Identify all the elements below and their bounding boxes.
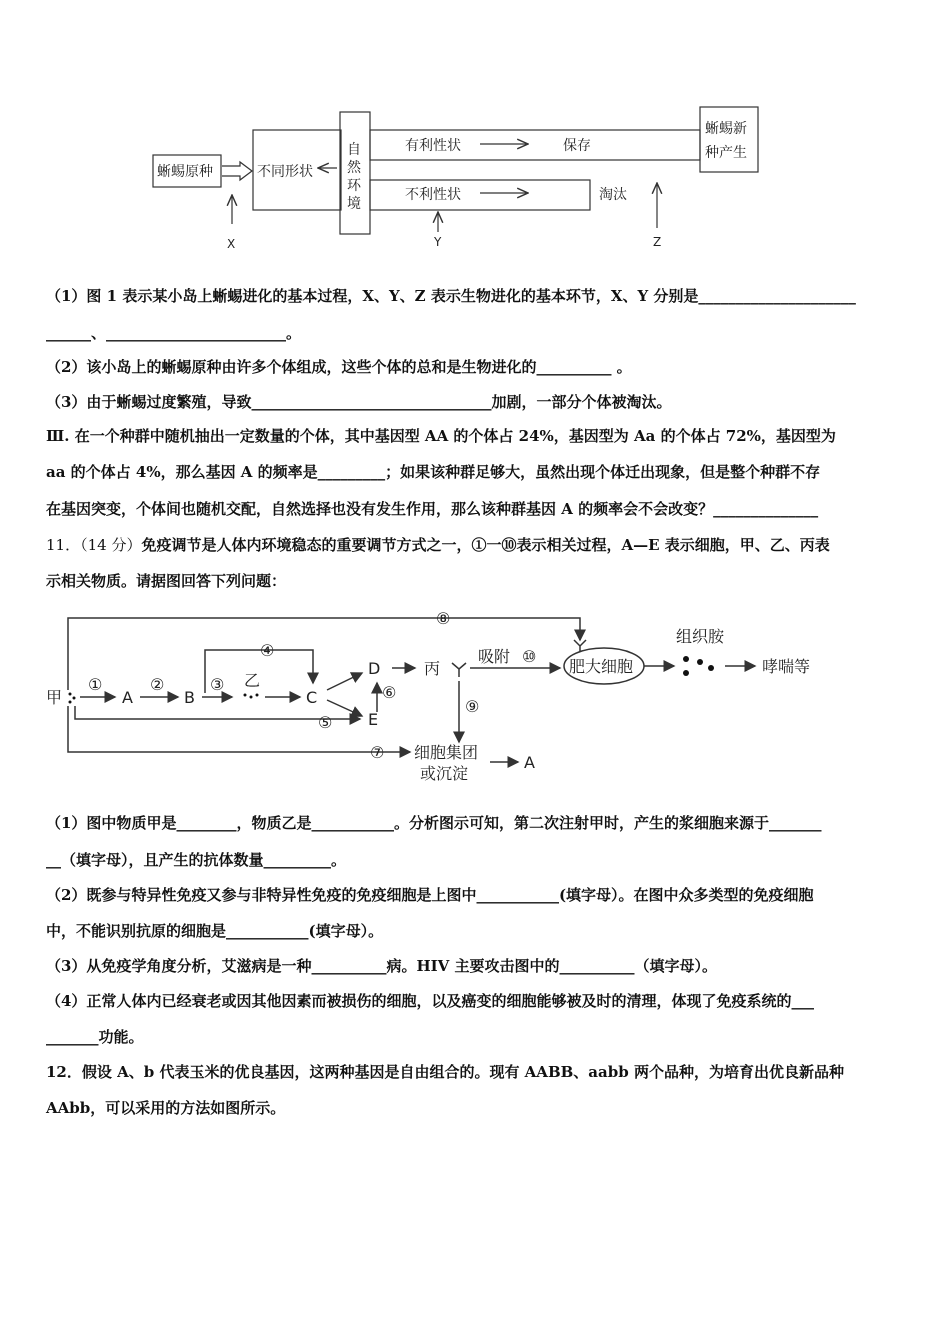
label-wheeze: 哮喘等 <box>762 657 811 676</box>
immune-diagram <box>0 600 950 800</box>
label-a-end: A <box>524 753 535 772</box>
circle-4: ④ <box>260 641 275 660</box>
antibody-icon <box>452 663 466 677</box>
q10-part1: （1）图 1 表示某小岛上蜥蜴进化的基本过程，X、Y、Z 表示生物进化的基本环节，X、Y 分别是_____________________ <box>46 287 856 305</box>
label-e: E <box>368 710 379 729</box>
circle-8: ⑧ <box>436 609 451 628</box>
nature-env-4: 境 <box>347 196 361 212</box>
q10-part4-c: 在基因突变，个体间也随机交配，自然选择也没有发生作用，那么该种群基因 A 的频率会不会改变？______________ <box>46 500 819 518</box>
histamine-dot <box>683 656 689 662</box>
histamine-dot <box>697 659 703 665</box>
x-label: X <box>227 237 236 251</box>
q11-part2-a: （2）既参与特异性免疫又参与非特异性免疫的免疫细胞是上图中___________(填字母）。在图中众多类型的免疫细胞 <box>46 886 814 904</box>
histamine-dot <box>683 670 689 676</box>
new-species-box <box>700 107 758 172</box>
path-c-d <box>327 673 362 690</box>
label-a: A <box>122 688 133 707</box>
q10-part4-a: Ⅲ. 在一个种群中随机抽出一定数量的个体，其中基因型 AA 的个体占 24%，基因型为 Aa 的个体占 72%，基因型为 <box>46 427 836 445</box>
q11-part1-a: （1）图中物质甲是________，物质乙是___________。分析图示可知，第二次注射甲时，产生的浆细胞来源于_______ <box>46 814 822 832</box>
q10-part3: （3）由于蜥蜴过度繁殖，导致________________________________加剧，一部分个体被淘汰。 <box>46 393 672 411</box>
circle-6: ⑥ <box>382 683 397 702</box>
label-histamine: 组织胺 <box>676 627 725 646</box>
label-adsorb: 吸附 <box>478 647 511 666</box>
nature-env-2: 然 <box>347 160 361 176</box>
histamine-dot <box>708 665 714 671</box>
q12-stem-a: 12．假设 A、b 代表玉米的优良基因，这两种基因是自由组合的。现有 AABB、aabb 两个品种，为培育出优良新品种 <box>46 1063 844 1081</box>
label-c: C <box>306 688 318 707</box>
path-7 <box>68 706 410 752</box>
q12-stem-b: AAbb，可以采用的方法如图所示。 <box>46 1099 286 1117</box>
q11-stem-a: 免疫调节是人体内环境稳态的重要调节方式之一，①一⑩表示相关过程，A—E 表示细胞，甲、乙、丙表 <box>141 536 830 554</box>
nature-env-3: 环 <box>347 178 361 194</box>
jia-dot <box>69 701 72 704</box>
evolution-diagram <box>0 0 950 270</box>
new-species-2: 种产生 <box>705 145 747 161</box>
circle-9: ⑨ <box>465 697 480 716</box>
q11-part1-b: __（填字母），且产生的抗体数量_________。 <box>46 851 347 869</box>
yi-dot <box>250 696 253 699</box>
label-jia: 甲 <box>46 688 63 707</box>
unfavorable-label: 不利性状 <box>405 187 461 203</box>
q10-part1-cont: ______、________________________。 <box>46 324 302 342</box>
eliminate-label: 淘汰 <box>599 187 627 203</box>
q11-stem <box>46 534 908 556</box>
label-yi: 乙 <box>244 671 261 690</box>
hollow-arrow <box>222 162 252 180</box>
favorable-label: 有利性状 <box>405 138 461 154</box>
yi-dot <box>256 694 259 697</box>
lizard-origin-label: 蜥蜴原种 <box>157 164 213 180</box>
circle-5: ⑤ <box>318 713 333 732</box>
circle-10: ⑩ <box>522 647 537 666</box>
different-traits-label: 不同形状 <box>257 164 313 180</box>
label-clump-2: 或沉淀 <box>420 764 469 783</box>
q11-part2-b: 中，不能识别抗原的细胞是___________(填字母）。 <box>46 922 384 940</box>
jia-dot <box>73 697 76 700</box>
circle-1: ① <box>88 675 103 694</box>
q11-number: 11．（14 分） <box>46 536 142 554</box>
q10-part2: （2）该小岛上的蜥蜴原种由许多个体组成，这些个体的总和是生物进化的__________ 。 <box>46 358 632 376</box>
unfavorable-band <box>370 180 590 210</box>
q11-part3: （3）从免疫学角度分析，艾滋病是一种__________病。HIV 主要攻击图中的__________（填字母）。 <box>46 957 717 975</box>
q11-part4-a: （4）正常人体内已经衰老或因其他因素而被损伤的细胞，以及癌变的细胞能够被及时的清理，体现了免疫系统的___ <box>46 992 814 1010</box>
q11-part4-b: _______功能。 <box>46 1028 144 1046</box>
circle-7: ⑦ <box>370 743 385 762</box>
preserve-label: 保存 <box>563 138 591 154</box>
nature-env-1: 自 <box>347 142 361 158</box>
label-bing: 丙 <box>424 659 441 678</box>
z-label: Z <box>653 235 662 249</box>
label-mast: 肥大细胞 <box>569 657 634 676</box>
label-b: B <box>184 688 195 707</box>
label-d: D <box>368 659 381 678</box>
circle-3: ③ <box>210 675 225 694</box>
label-clump-1: 细胞集团 <box>414 743 479 762</box>
new-species-1: 蜥蜴新 <box>705 121 747 137</box>
circle-2: ② <box>150 675 165 694</box>
q11-stem-b: 示相关物质。请据图回答下列问题： <box>46 572 287 590</box>
yi-dot <box>244 694 247 697</box>
jia-dot <box>69 693 72 696</box>
q10-part4-b: aa 的个体占 4%，那么基因 A 的频率是_________；如果该种群足够大，虽然出现个体迁出现象，但是整个种群不存 <box>46 463 821 481</box>
y-label: Y <box>434 235 442 249</box>
